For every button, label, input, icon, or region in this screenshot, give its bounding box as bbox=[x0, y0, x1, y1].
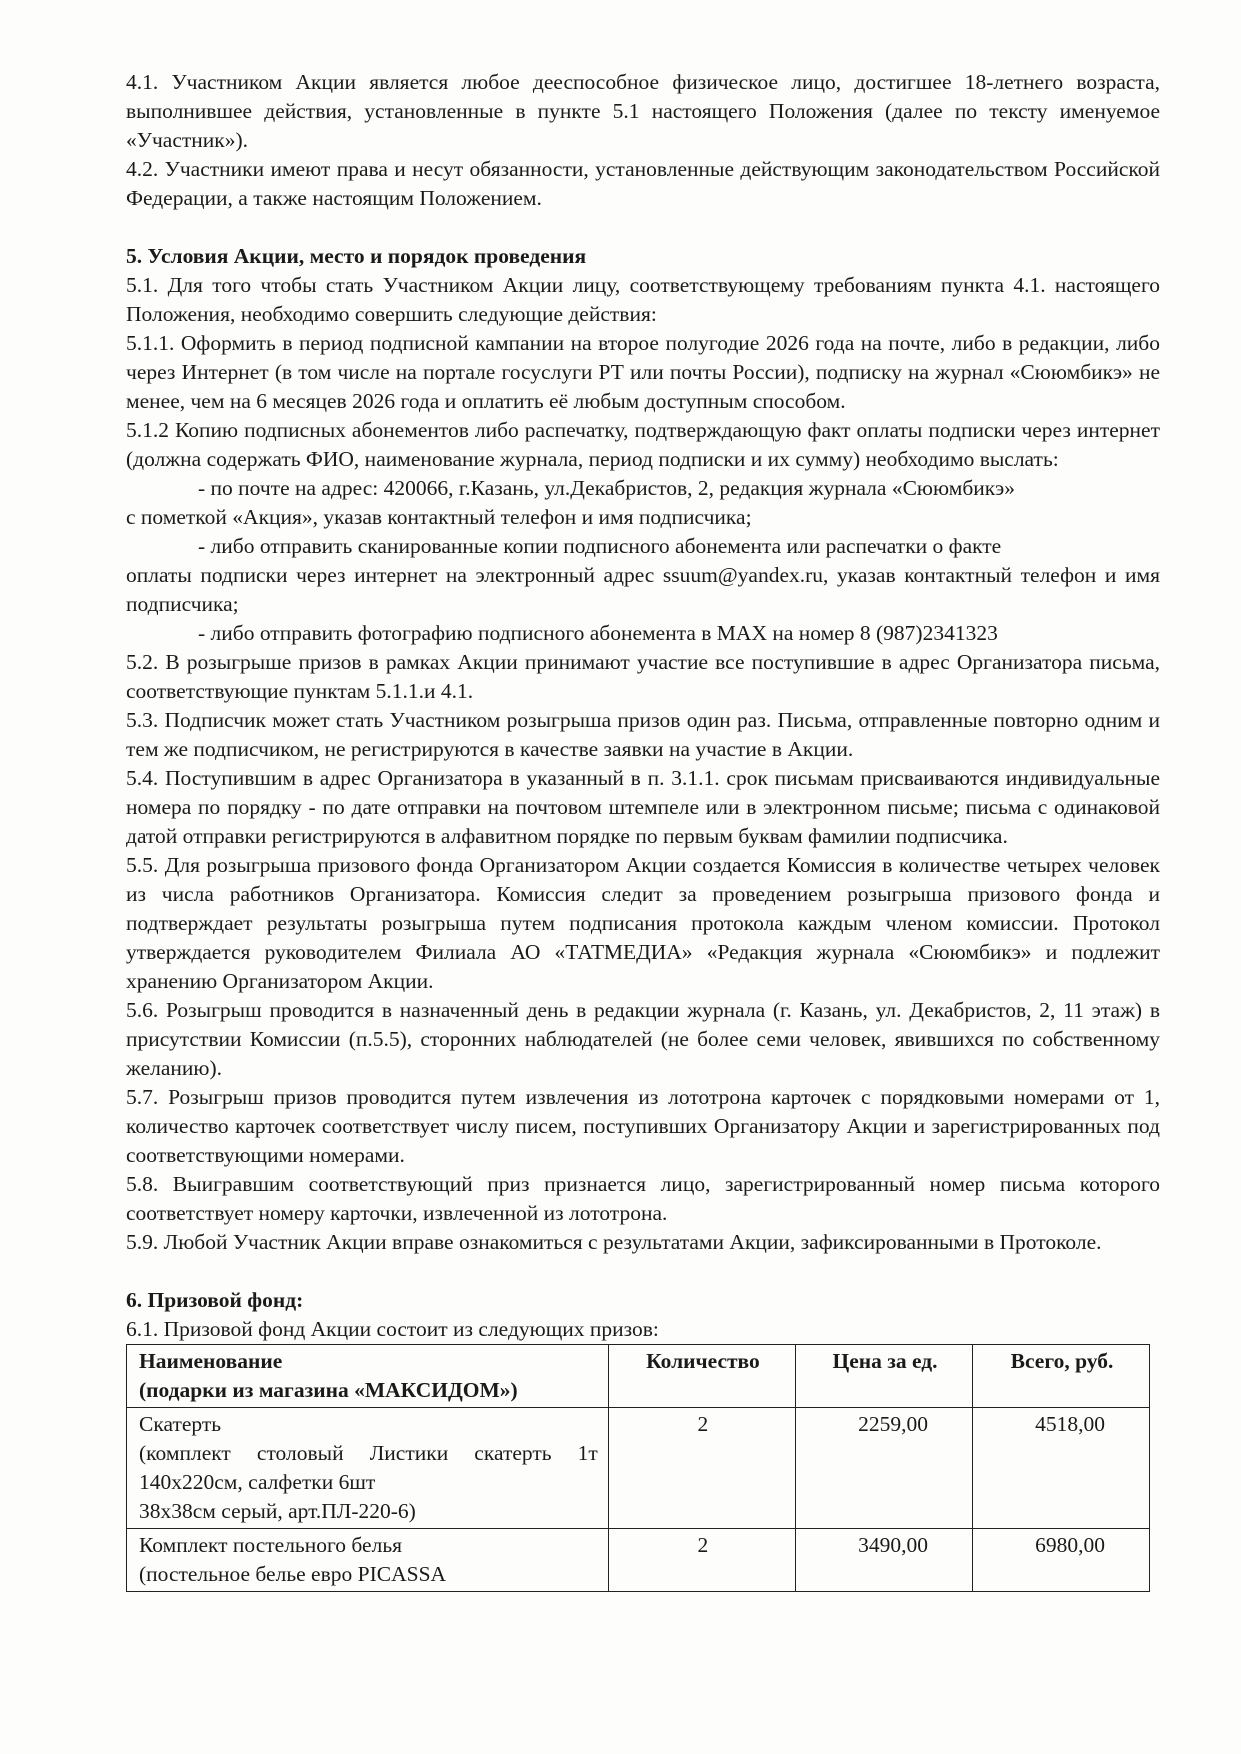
header-unit-price: Цена за ед. bbox=[796, 1345, 973, 1408]
paragraph-4-2: 4.2. Участники имеют права и несут обязанности, установленные действующим законодательством Российской Федерации, а также настоящим Положением. bbox=[126, 157, 1160, 210]
paragraph-5-8: 5.8. Выигравшим соответствующий приз признается лицо, зарегистрированный номер письма которого соответствует номеру карточки, извлеченной из лототрона. bbox=[126, 1172, 1160, 1225]
paragraph-5-4: 5.4. Поступившим в адрес Организатора в указанный в п. 3.1.1. срок письмам присваиваются индивидуальные номера по порядку - по дате отправки на почтовом штемпеле или в электронном письме; письма с одинаковой датой отправки регистрируются в алфавитном порядке по первым буквам фамилии подписчика. bbox=[126, 766, 1160, 848]
bullet-post-line2: с пометкой «Акция», указав контактный телефон и имя подписчика; bbox=[126, 505, 752, 529]
paragraph-4-1: 4.1. Участником Акции является любое дееспособное физическое лицо, достигшее 18-летнего возраста, выполнившее действия, установленные в пункте 5.1 настоящего Положения (далее по тексту именуемое «Участник»). bbox=[126, 70, 1160, 152]
paragraph-5-7: 5.7. Розыгрыш призов проводится путем извлечения из лототрона карточек с порядковыми номерами от 1, количество карточек соответствует числу писем, поступивших Организатору Акции и зарегистрированных под соответствующими номерами. bbox=[126, 1085, 1160, 1167]
paragraph-5-9: 5.9. Любой Участник Акции вправе ознакомиться с результатами Акции, зафиксированными в Протоколе. bbox=[126, 1230, 1102, 1254]
prize-quantity: 2 bbox=[608, 1529, 795, 1592]
prize-name-cell bbox=[127, 1529, 609, 1592]
prize-quantity: 2 bbox=[608, 1408, 795, 1529]
prize-total: 6980,00 bbox=[973, 1529, 1150, 1592]
header-name-line1: Наименование bbox=[139, 1349, 283, 1373]
section-5-heading: 5. Условия Акции, место и порядок проведения bbox=[126, 244, 587, 268]
spacer bbox=[126, 213, 1160, 242]
section-6-heading: 6. Призовой фонд: bbox=[126, 1288, 304, 1312]
prize-description-cont: 38х38см серый, арт.ПЛ-220-6) bbox=[139, 1499, 416, 1523]
paragraph-5-2: 5.2. В розыгрыше призов в рамках Акции принимают участие все поступившие в адрес Организатора письма, соответствующие пунктам 5.1.1.и 4.1. bbox=[126, 650, 1160, 703]
prize-table-header-row bbox=[127, 1345, 1150, 1408]
bullet-email-line1: - либо отправить сканированные копии подписного абонемента или распечатки о факте bbox=[198, 534, 1002, 558]
paragraph-5-5: 5.5. Для розыгрыша призового фонда Организатором Акции создается Комиссия в количестве четырех человек из числа работников Организатора. Комиссия следит за проведением розыгрыша призового фонда и подтверждает результаты розыгрыша путем подписания протокола каждым членом комиссии. Протокол утверждается руководителем Филиала АО «ТАТМЕДИА» «Редакция журнала «Сююмбикэ» и подлежит хранению Организатором Акции. bbox=[126, 853, 1160, 993]
spacer bbox=[126, 1257, 1160, 1286]
header-total: Всего, руб. bbox=[973, 1345, 1150, 1408]
prize-description: (комплект столовый Листики скатерть 1т 140х220см, салфетки 6шт bbox=[139, 1441, 598, 1494]
prize-name-cell bbox=[127, 1408, 609, 1529]
table-row bbox=[127, 1529, 1150, 1592]
header-name bbox=[127, 1345, 609, 1408]
bullet-post-line1: - по почте на адрес: 420066, г.Казань, ул.Декабристов, 2, редакция журнала «Сююмбикэ» bbox=[198, 476, 1015, 500]
paragraph-5-6: 5.6. Розыгрыш проводится в назначенный день в редакции журнала (г. Казань, ул. Декабристов, 2, 11 этаж) в присутствии Комиссии (п.5.5), сторонних наблюдателей (не более семи человек, явившихся по собственному желанию). bbox=[126, 998, 1160, 1080]
paragraph-5-1-2: 5.1.2 Копию подписных абонементов либо распечатку, подтверждающую факт оплаты подписки через интернет (должна содержать ФИО, наименование журнала, период подписки и их сумму) необходимо выслать: bbox=[126, 418, 1160, 471]
header-quantity: Количество bbox=[608, 1345, 795, 1408]
paragraph-5-1: 5.1. Для того чтобы стать Участником Акции лицу, соответствующему требованиям пункта 4.1. настоящего Положения, необходимо совершить следующие действия: bbox=[126, 273, 1160, 326]
document-body bbox=[126, 68, 1160, 1592]
paragraph-6-1: 6.1. Призовой фонд Акции состоит из следующих призов: bbox=[126, 1317, 659, 1341]
prize-name: Комплект постельного белья bbox=[139, 1533, 403, 1557]
prize-description: (постельное белье евро PICASSA bbox=[139, 1562, 447, 1586]
prize-table bbox=[126, 1344, 1150, 1592]
bullet-email-line2: оплаты подписки через интернет на электронный адрес ssuum@yandex.ru, указав контактный телефон и имя подписчика; bbox=[126, 563, 1160, 616]
header-name-line2: (подарки из магазина «МАКСИДОМ») bbox=[139, 1378, 518, 1402]
prize-name: Скатерть bbox=[139, 1412, 222, 1436]
table-row bbox=[127, 1408, 1150, 1529]
prize-unit-price: 2259,00 bbox=[796, 1408, 973, 1529]
paragraph-5-3: 5.3. Подписчик может стать Участником розыгрыша призов один раз. Письма, отправленные повторно одним и тем же подписчиком, не регистрируются в качестве заявки на участие в Акции. bbox=[126, 708, 1160, 761]
bullet-max-messenger: - либо отправить фотографию подписного абонемента в MAX на номер 8 (987)2341323 bbox=[198, 621, 998, 645]
paragraph-5-1-1: 5.1.1. Оформить в период подписной кампании на второе полугодие 2026 года на почте, либо в редакции, либо через Интернет (в том числе на портале госуслуги РТ или почты России), подписку на журнал «Сююмбикэ» не менее, чем на 6 месяцев 2026 года и оплатить её любым доступным способом. bbox=[126, 331, 1160, 413]
prize-total: 4518,00 bbox=[973, 1408, 1150, 1529]
prize-unit-price: 3490,00 bbox=[796, 1529, 973, 1592]
